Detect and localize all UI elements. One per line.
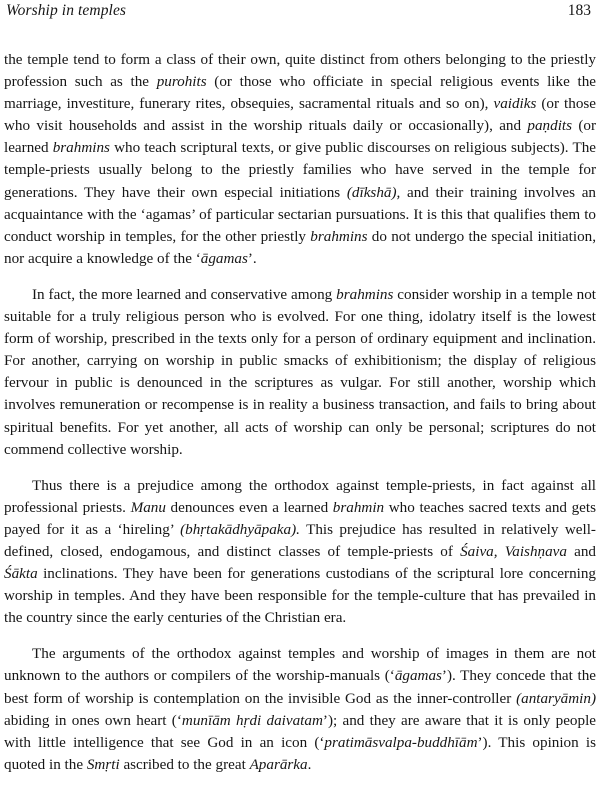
italic-term: purohits [156,73,207,91]
text-run: who teach scriptural texts, or give public discourses on religious subjects). The temple-priests usually belong to the priestly families who have served in the temple for generations. They have their own especial initiations [4,139,596,201]
text-run: abiding in ones own heart (‘ [4,711,182,729]
text-run: (or learned [4,117,596,157]
text-run: This prejudice has resulted in relatively well-defined, closed, endogamous, and distinct classes of temple-priests of [4,520,596,560]
text-run: ascribed to the great [119,755,250,773]
text-run: and their training involves an acquaintance with the ‘agamas’ of particular sectarian pursuations. It is this that qualifies them to conduct worship in temples, for the other priestly [4,183,596,245]
italic-term: (bhṛtakādhyāpaka). [180,520,300,538]
text-run: . [307,755,312,773]
paragraph [4,643,596,776]
text-run: consider worship in a temple not suitable for a truly religious person who is evolved. For one thing, idolatry itself is the lowest form of worship, prescribed in the texts only for a person of ordinary equipment and inclination. For another, carrying on worship in public smacks of exhibitionism; the display of religious fervour in public is denounced in the scriptures as vulgar. For still another, worship which involves remuneration or recompense is in reality a business transaction, and fails to bring about spiritual benefits. For yet another, all acts of worship can only be personal; scriptures do not commend collective worship. [4,285,596,458]
body-text [4,49,596,776]
paragraph [4,49,596,270]
text-run: ’). They concede that the best form of worship is contemplation on the invisible God as the inner-controller [4,667,597,707]
italic-term: Smṛti [86,755,120,773]
italic-term: Śākta [4,565,38,583]
italic-term: paṇdits [527,117,572,135]
italic-term: vaidiks [493,95,537,113]
text-run: ’). This opinion is quoted in the [4,733,596,773]
text-run: do not undergo the special initiation, nor acquire a knowledge of the ‘ [4,227,596,267]
text-run: The arguments of the orthodox against temples and worship of images in them are not unknown to the authors or compilers of the worship-manuals (‘ [4,645,596,685]
italic-term: (dīkshā), [346,183,401,201]
italic-term: Aparārka [249,755,308,773]
italic-term: āgamas [394,667,442,685]
text-run: who teaches sacred texts and gets payed for it as a ‘hireling’ [4,498,597,538]
text-run: In fact, the more learned and conservative among [32,285,337,303]
page-number: 183 [567,2,591,19]
text-run: inclinations. They have been for generations custodians of the scriptural lore concerning worship in temples. And they have been responsible for the temple-culture that has prevailed in the country since the early centuries of the Christian era. [4,565,596,627]
italic-term: brahmin [332,498,385,516]
text-run: and [566,542,596,560]
paragraph [4,475,596,630]
text-run: (or those who officiate in special religious events like the marriage, investiture, funerary rites, obsequies, sacramental rituals and so on), [4,73,596,113]
italic-term: āgamas [200,249,248,267]
italic-term: Manu [130,498,166,516]
italic-term: munīām hṛdi daivatam [181,711,323,729]
text-run: denounces even a learned [165,498,333,516]
italic-term: Śaiva, Vaishṇava [460,542,567,560]
paragraph [4,284,596,461]
text-run: ’. [247,249,257,267]
italic-term: brahmins [336,285,394,303]
text-run: Thus there is a prejudice among the orthodox against temple-priests, in fact against all professional priests. [4,476,596,516]
text-run: ’); and they are aware that it is only people with little intelligence that see God in an icon (‘ [4,711,596,751]
text-run: (or those who visit households and assist in the worship rituals daily or occasionally), and [4,95,596,135]
italic-term: pratimāsvalpa-buddhīām [324,733,478,751]
text-run: the temple tend to form a class of their own, quite distinct from others belonging to the priestly profession such as the [4,51,596,91]
italic-term: brahmins [52,139,110,157]
italic-term: brahmins [310,227,368,245]
italic-term: (antaryāmin) [516,689,596,707]
running-head: Worship in temples [6,2,127,19]
